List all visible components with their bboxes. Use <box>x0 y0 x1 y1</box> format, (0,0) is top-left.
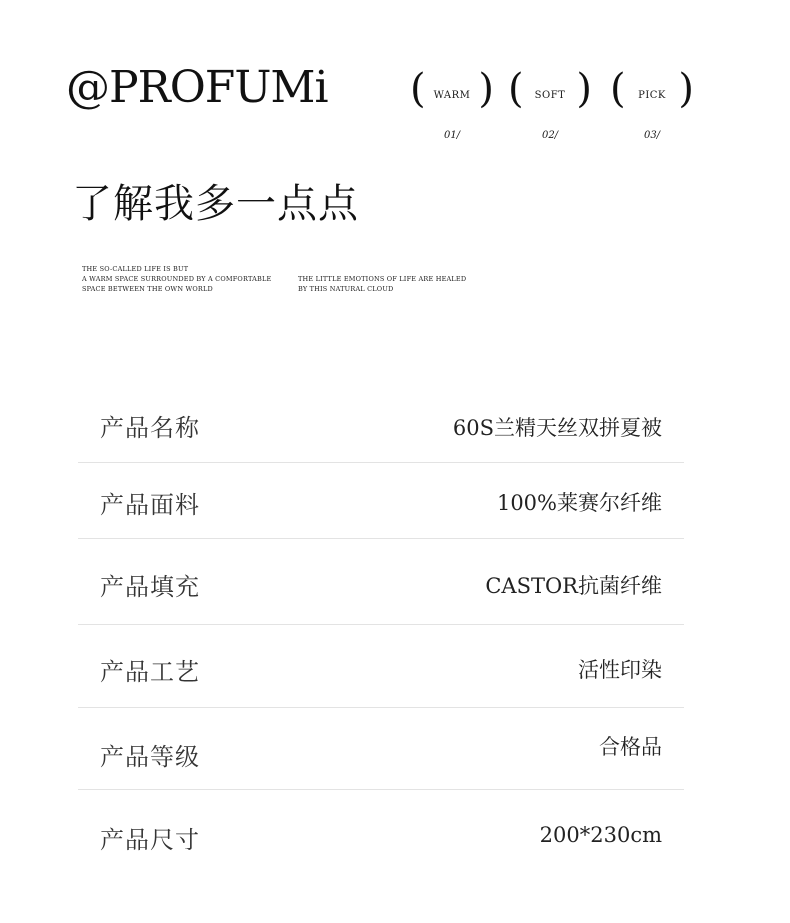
tagline-line: THE SO-CALLED LIFE IS BUT <box>82 265 189 273</box>
tag-word: WARM <box>433 90 471 101</box>
open-paren: ( <box>610 66 626 112</box>
tag-number: 02/ <box>541 130 559 141</box>
spec-value: 100%莱赛尔纤维 <box>496 491 662 515</box>
feature-tags <box>410 66 710 150</box>
tagline-right <box>298 274 466 294</box>
spec-label: 产品工艺 <box>100 658 200 686</box>
spec-label: 产品等级 <box>100 743 200 771</box>
spec-value: CASTOR抗菌纤维 <box>485 574 662 598</box>
spec-label: 产品名称 <box>100 414 200 442</box>
close-paren: ) <box>576 66 592 112</box>
spec-row-filling <box>78 539 684 625</box>
tag-word: SOFT <box>534 90 566 101</box>
tagline-line: BY THIS NATURAL CLOUD <box>298 285 394 293</box>
open-paren: ( <box>508 66 524 112</box>
spec-label: 产品尺寸 <box>100 826 200 854</box>
spec-table <box>78 382 684 870</box>
spec-value: 200*230cm <box>539 823 662 847</box>
open-paren: ( <box>410 66 426 112</box>
tag-pick <box>610 66 694 141</box>
close-paren: ) <box>678 66 694 112</box>
tag-number: 01/ <box>443 130 461 141</box>
close-paren: ) <box>478 66 494 112</box>
tagline-left <box>82 264 271 294</box>
section-heading: 了解我多一点点 <box>72 181 359 227</box>
tag-warm <box>410 66 494 141</box>
spec-label: 产品填充 <box>100 573 200 601</box>
tag-soft <box>508 66 592 141</box>
spec-row-name <box>78 382 684 463</box>
tagline-line: A WARM SPACE SURROUNDED BY A COMFORTABLE <box>82 275 272 283</box>
tag-number: 03/ <box>643 130 661 141</box>
spec-row-craft <box>78 625 684 708</box>
brand-logo: @PROFUMi <box>66 62 328 113</box>
spec-value: 60S兰精天丝双拼夏被 <box>452 416 662 440</box>
spec-label: 产品面料 <box>100 491 200 519</box>
tagline-line: SPACE BETWEEN THE OWN WORLD <box>82 285 213 293</box>
spec-row-size <box>78 790 684 870</box>
spec-row-fabric <box>78 463 684 539</box>
spec-value: 合格品 <box>599 735 662 759</box>
spec-value: 活性印染 <box>578 658 662 682</box>
spec-row-grade <box>78 708 684 790</box>
tagline-line: THE LITTLE EMOTIONS OF LIFE ARE HEALED <box>298 275 467 283</box>
tag-word: PICK <box>638 90 666 101</box>
